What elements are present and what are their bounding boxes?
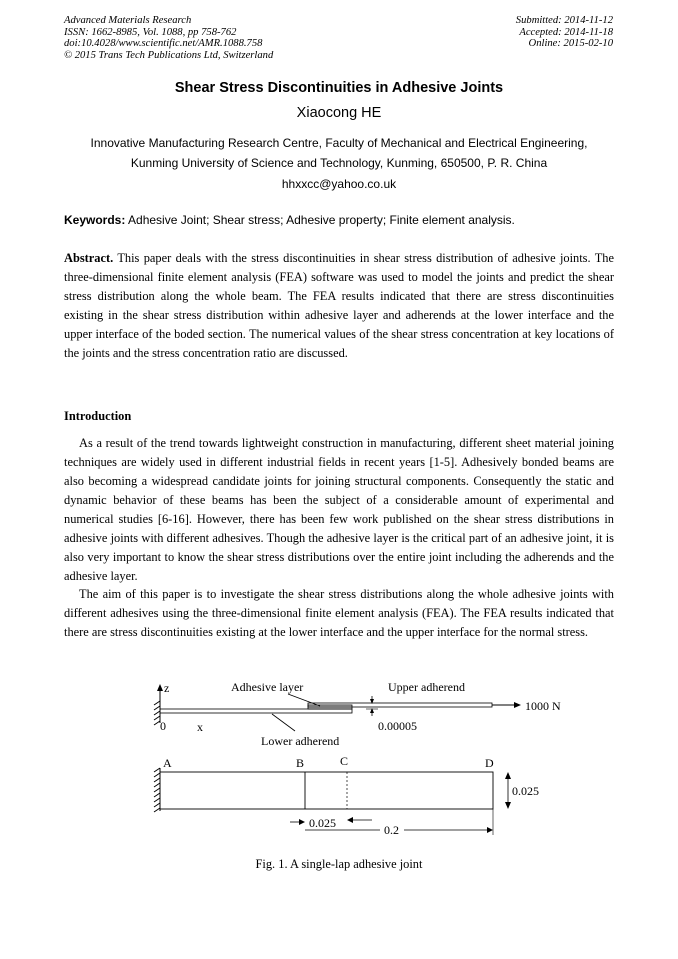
joint-plan-view bbox=[160, 772, 493, 809]
upper-adherend-label: Upper adherend bbox=[388, 680, 465, 694]
thickness-label: 0.00005 bbox=[378, 719, 417, 733]
figure-caption: Fig. 1. A single-lap adhesive joint bbox=[255, 857, 423, 871]
submission-dates bbox=[516, 15, 613, 50]
length-label: 0.2 bbox=[384, 823, 399, 837]
journal-name: Advanced Materials Research bbox=[64, 15, 192, 26]
submitted-date: Submitted: 2014-11-12 bbox=[515, 15, 613, 26]
doi-line: doi:10.4028/www.scientific.net/AMR.1088.758 bbox=[64, 38, 263, 50]
point-c-label: C bbox=[340, 754, 349, 768]
abstract-label: Abstract. bbox=[64, 251, 114, 265]
affiliation bbox=[0, 133, 678, 173]
paper-title: Shear Stress Discontinuities in Adhesive Joints bbox=[174, 80, 504, 96]
point-a-label: A bbox=[163, 756, 172, 770]
author-name: Xiaocong HE bbox=[296, 105, 382, 121]
overlap-arrow-icon bbox=[299, 819, 305, 825]
intro-paragraph: The aim of this paper is to investigate the shear stress distributions along the whole adhesive joints with different adhesives using the three-dimensional finite element analysis (FEA). The FEA results indicated that there are stress discontinuities existing at the lower interface and the upper interface for the normal stress. bbox=[64, 587, 614, 639]
accepted-date: Accepted: 2014-11-18 bbox=[519, 26, 613, 38]
z-axis-label: z bbox=[164, 681, 170, 695]
length-arrow-icon bbox=[487, 827, 493, 833]
joint-diagram bbox=[0, 668, 678, 848]
height-arrow-icon bbox=[505, 802, 511, 809]
wall-support-bottom bbox=[154, 768, 160, 812]
issn-line: ISSN: 1662-8985, Vol. 1088, pp 758-762 bbox=[64, 26, 237, 38]
intro-paragraph: As a result of the trend towards lightweight construction in manufacturing, different sheet material joining techniques are widely used in different industrial fields in recent years [1-5]. Adhesively bonded beams are also becoming a widespread candidate joints for joining structural components. Consequently the static and dynamic behavior of these beams has been the subject of a considerable amount of experimental and numerical studies [6-16]. However, there has been few work published on the shear stress distributions in adhesive joints with different adhesives. Though the adhesive layer is the critical part of an adhesive joint, it is also very important to know the shear stress distributions over the entire joint including the adherends and the adhesive layer. bbox=[64, 436, 614, 583]
lower-adherend-leader-line bbox=[272, 714, 295, 731]
copyright-line: © 2015 Trans Tech Publications Ltd, Switzerland bbox=[64, 49, 274, 61]
adhesive-layer-label: Adhesive layer bbox=[231, 680, 304, 694]
x-axis-label: x bbox=[197, 720, 203, 734]
keywords-label: Keywords: bbox=[64, 213, 126, 227]
height-arrow-icon bbox=[505, 772, 511, 779]
author-email: hhxxcc@yahoo.co.uk bbox=[281, 177, 397, 191]
lower-adherend bbox=[160, 709, 352, 713]
overlap-arrow-icon bbox=[347, 817, 353, 823]
z-axis-arrow-icon bbox=[157, 684, 163, 691]
journal-info bbox=[64, 15, 273, 61]
overlap-label: 0.025 bbox=[309, 816, 336, 830]
keywords-text: Adhesive Joint; Shear stress; Adhesive property; Finite element analysis. bbox=[125, 213, 515, 227]
affiliation-line: Innovative Manufacturing Research Centre, Faculty of Mechanical and Electrical Engineering, bbox=[90, 136, 588, 150]
abstract bbox=[64, 249, 614, 363]
adhesive-leader-line bbox=[288, 694, 320, 706]
origin-label: 0 bbox=[160, 719, 166, 733]
lower-adherend-label: Lower adherend bbox=[261, 734, 340, 748]
affiliation-line: Kunming University of Science and Technology, Kunming, 650500, P. R. China bbox=[130, 156, 548, 170]
section-heading-introduction: Introduction bbox=[64, 409, 132, 423]
online-date: Online: 2015-02-10 bbox=[528, 38, 613, 50]
keywords bbox=[64, 213, 616, 227]
point-d-label: D bbox=[485, 756, 494, 770]
abstract-text: This paper deals with the stress discontinuities in shear stress distribution of adhesive joints. The three-dimensional finite element analysis (FEA) software was used to model the joints and predict the shear stress distribution along the whole beam. The FEA results indicated that there are stress discontinuities existing in the shear stress distribution within adhesive layer and adherends at the lower interface and the upper interface of the boded section. The numerical values of the shear stress concentration at key locations of the joints and the stress concentration ratio are discussed. bbox=[64, 251, 614, 360]
point-b-label: B bbox=[296, 756, 305, 770]
height-label: 0.025 bbox=[512, 784, 539, 798]
load-arrow-icon bbox=[514, 702, 521, 708]
load-label: 1000 N bbox=[525, 699, 561, 713]
figure-single-lap-joint bbox=[0, 668, 678, 848]
